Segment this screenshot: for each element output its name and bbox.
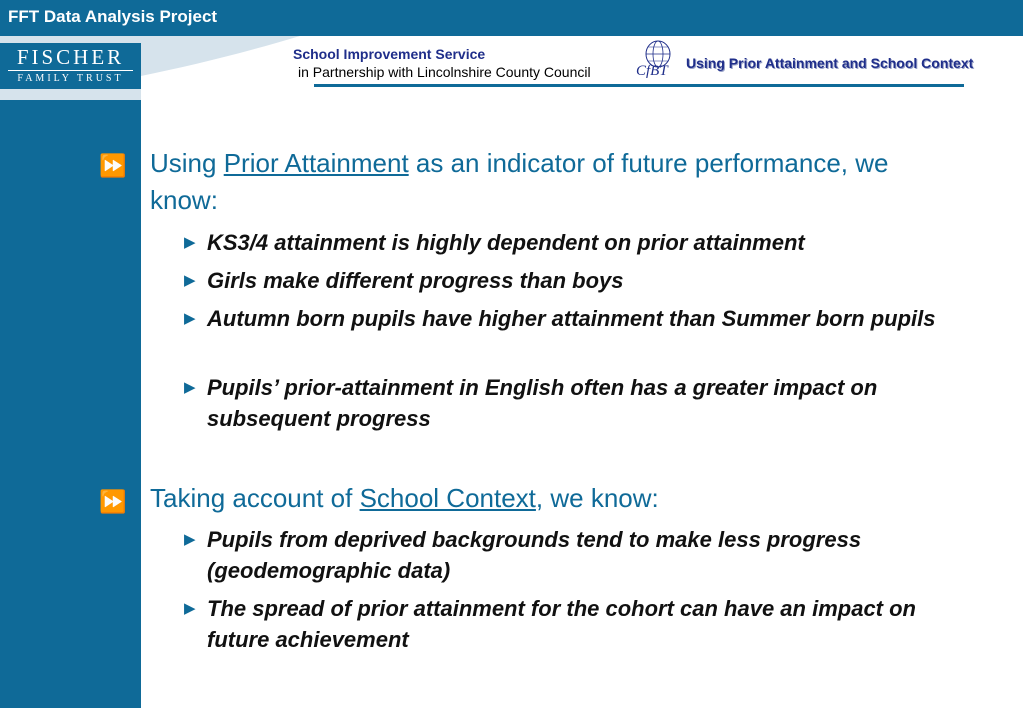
heading-link: Prior Attainment <box>223 148 409 178</box>
logo-subname: FAMILY TRUST <box>17 73 124 84</box>
list-item <box>184 227 994 258</box>
heading-link: School Context <box>359 483 536 513</box>
list-item <box>184 593 944 655</box>
list-item-text: KS3/4 attainment is highly dependent on prior attainment <box>207 230 805 255</box>
triangle-right-icon: ▶ <box>184 530 196 548</box>
section-heading <box>150 480 910 517</box>
triangle-right-icon: ▶ <box>184 309 196 327</box>
cfbt-logo-text: CfBT <box>636 63 668 79</box>
logo-name: FISCHER <box>16 45 125 69</box>
partner-line-1: School Improvement Service <box>293 46 486 62</box>
triangle-right-icon: ▶ <box>184 271 196 289</box>
list-item <box>184 524 1004 586</box>
list-item-text: Girls make different progress than boys <box>207 268 624 293</box>
fischer-family-trust-logo <box>0 43 141 89</box>
list-item-text: Pupils’ prior-attainment in English often has a greater impact on subsequent progress <box>207 375 878 431</box>
header-divider <box>314 84 964 87</box>
heading-prefix: Using <box>150 148 224 178</box>
heading-suffix: as an indicator of future performance, we know: <box>150 148 889 215</box>
left-sidebar <box>0 100 141 708</box>
section-heading <box>150 145 910 219</box>
triangle-right-icon: ▶ <box>184 233 196 251</box>
list-item-text: The spread of prior attainment for the cohort can have an impact on future achievement <box>207 596 916 652</box>
double-arrow-icon: ⏩ <box>99 154 127 179</box>
list-item <box>184 265 994 296</box>
list-item <box>184 372 984 434</box>
partner-line-2: in Partnership with Lincolnshire County Council <box>298 64 591 80</box>
list-item-text: Pupils from deprived backgrounds tend to make less progress (geodemographic data) <box>207 527 862 583</box>
triangle-right-icon: ▶ <box>184 599 196 617</box>
list-item-text: Autumn born pupils have higher attainment than Summer born pupils <box>207 306 936 331</box>
heading-suffix: , we know: <box>535 483 659 513</box>
project-title: FFT Data Analysis Project <box>8 7 218 26</box>
title-bar <box>0 0 1023 36</box>
list-item <box>184 303 944 334</box>
header-slide-title: Using Prior Attainment and School Context <box>686 55 974 71</box>
heading-prefix: Taking account of <box>150 483 360 513</box>
double-arrow-icon: ⏩ <box>99 490 127 515</box>
logo-divider <box>8 70 133 71</box>
triangle-right-icon: ▶ <box>184 378 196 396</box>
